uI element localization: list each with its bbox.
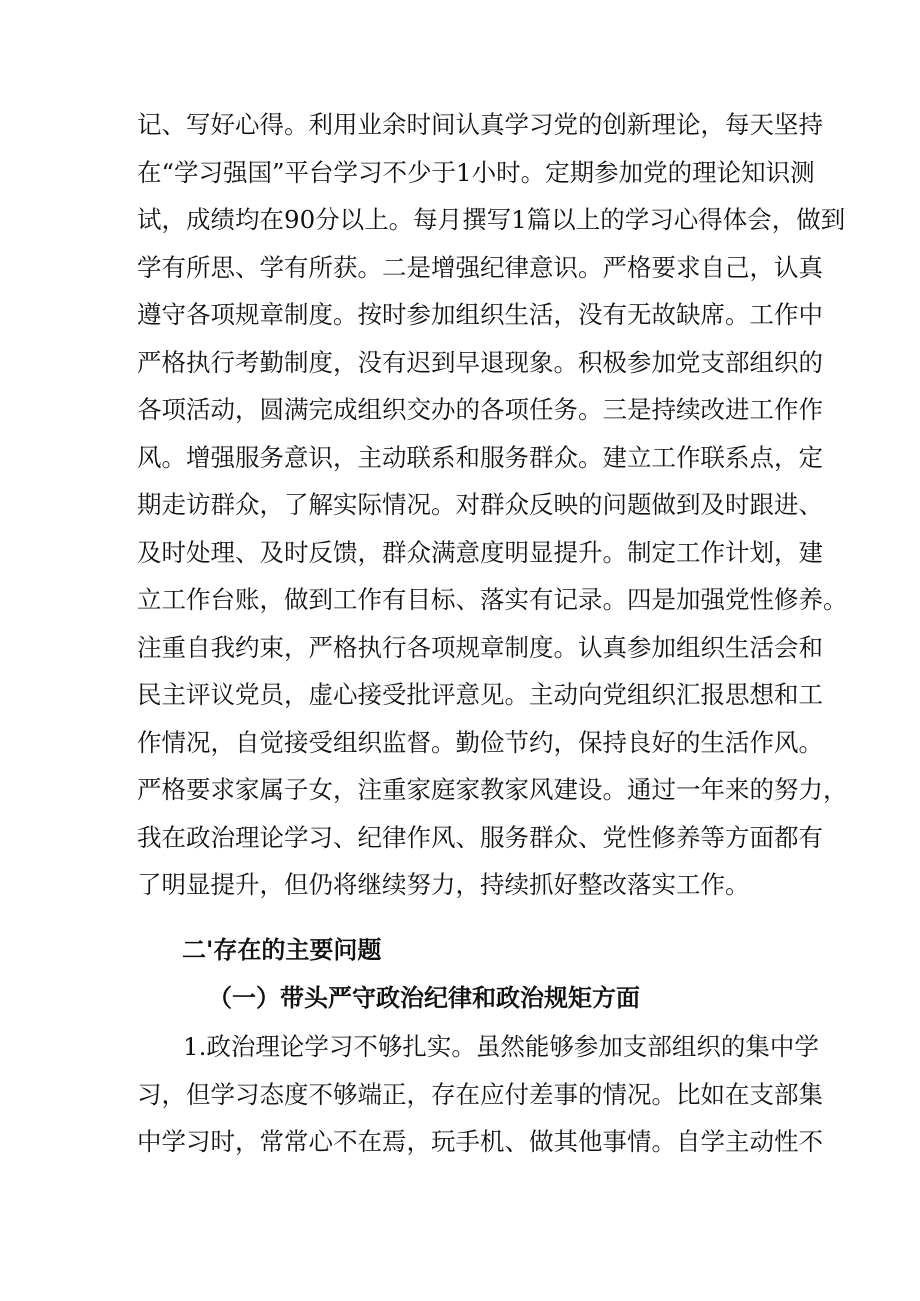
text-line: 及时处理、及时反馈，群众满意度明显提升。制定工作计划，建	[137, 537, 823, 567]
sub-heading: （一）带头严守政治纪律和政治规矩方面	[208, 984, 640, 1012]
text-line: 民主评议党员，虚心接受批评意见。主动向党组织汇报思想和工	[137, 680, 823, 709]
text-line: 风。增强服务意识，主动联系和服务群众。建立工作联系点，定	[137, 442, 823, 472]
body-paragraph-2	[137, 1023, 823, 1166]
text-line: 学有所思、学有所获。二是增强纪律意识。严格要求自己，认真	[137, 252, 823, 282]
text-line: 1.政治理论学习不够扎实。虽然能够参加支部组织的集中学	[183, 1032, 819, 1061]
text-line: 记、写好心得。利用业余时间认真学习党的创新理论，每天坚持	[137, 110, 823, 139]
text-line: 各项活动，圆满完成组织交办的各项任务。三是持续改进工作作	[137, 395, 823, 424]
text-line: 注重自我约束，严格执行各项规章制度。认真参加组织生活会和	[137, 632, 823, 662]
text-line: 了明显提升，但仍将继续努力，持续抓好整改落实工作。	[137, 870, 750, 899]
text-line: 作情况，自觉接受组织监督。勤俭节约，保持良好的生活作风。	[137, 727, 823, 757]
text-line: 遵守各项规章制度。按时参加组织生活，没有无故缺席。工作中	[137, 300, 823, 329]
text-line: 我在政治理论学习、纪律作风、服务群众、党性修养等方面都有	[137, 822, 823, 852]
text-line: 严格执行考勤制度，没有迟到早退现象。积极参加党支部组织的	[137, 347, 823, 377]
text-line: 习，但学习态度不够端正，存在应付差事的情况。比如在支部集	[137, 1079, 823, 1109]
text-line: 期走访群众，了解实际情况。对群众反映的问题做到及时跟进、	[137, 490, 823, 519]
text-line: 在“学习强国”平台学习不少于1小时。定期参加党的理论知识测	[137, 157, 815, 187]
text-line: 试，成绩均在90分以上。每月撰写1篇以上的学习心得体会，做到	[137, 205, 846, 234]
body-paragraph-1	[137, 101, 848, 909]
text-line: 严格要求家属子女，注重家庭家教家风建设。通过一年来的努力，	[137, 775, 848, 804]
text-line: 立工作台账，做到工作有目标、落实有记录。四是加强党性修养。	[137, 585, 848, 614]
section-heading: 二'存在的主要问题	[182, 936, 382, 964]
text-line: 中学习时，常常心不在焉，玩手机、做其他事情。自学主动性不	[137, 1127, 823, 1156]
